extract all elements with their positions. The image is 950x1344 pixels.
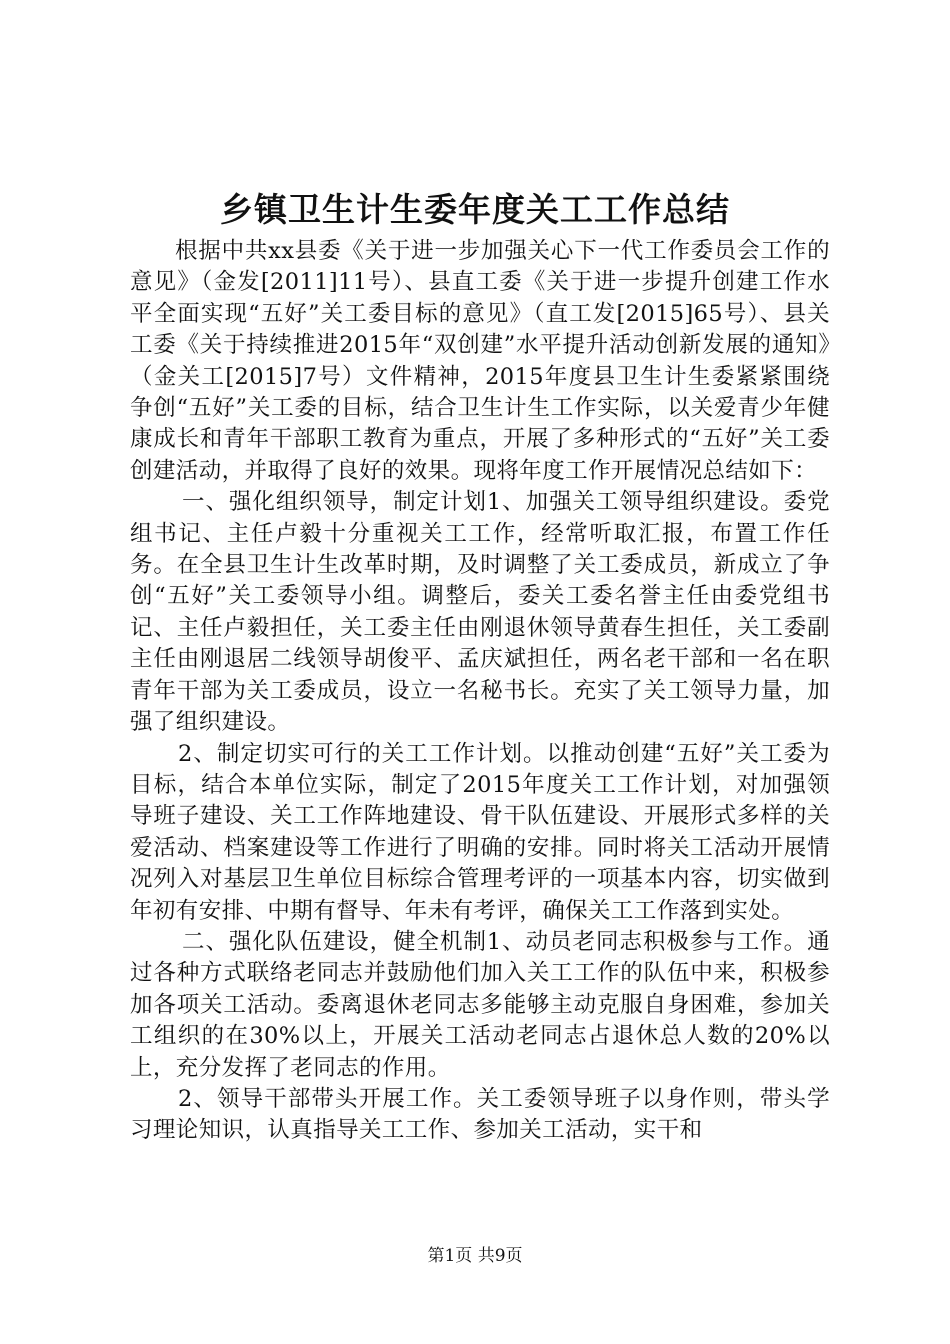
document-body <box>130 236 830 1147</box>
page-footer: 第1页 共9页 <box>427 1246 523 1266</box>
paragraph-intro: 根据中共xx县委《关于进一步加强关心下一代工作委员会工作的意见》（金发[2011]11号）、县直工委《关于进一步提升创建工作水平全面实现“五好”关工委目标的意见》（直工发[2015]65号）、县关工委《关于持续推进2015年“双创建”水平提升活动创新发展的通知》（金关工[2015]7号）文件精神，2015年度县卫生计生委紧紧围绕争创“五好”关工委的目标，结合卫生计生工作实际，以关爱青少年健康成长和青年干部职工教育为重点，开展了多种形式的“五好”关工委创建活动，并取得了良好的效果。现将年度工作开展情况总结如下： <box>130 238 830 484</box>
document-title: 乡镇卫生计生委年度关工工作总结 <box>220 190 730 229</box>
paragraph-section-two: 二、强化队伍建设，健全机制1、动员老同志积极参与工作。通过各种方式联络老同志并鼓励他们加入关工工作的队伍中来，积极参加各项关工活动。委离退休老同志多能够主动克服自身困难，参加关工组织的在30%以上，开展关工活动老同志占退休总人数的20%以上，充分发挥了老同志的作用。 <box>130 928 830 1081</box>
paragraph-leadership: 2、领导干部带头开展工作。关工委领导班子以身作则，带头学习理论知识，认真指导关工工作、参加关工活动，实干和 <box>130 1085 830 1144</box>
paragraph-section-one: 一、强化组织领导，制定计划1、加强关工领导组织建设。委党组书记、主任卢毅十分重视关工工作，经常听取汇报，布置工作任务。在全县卫生计生改革时期，及时调整了关工委成员，新成立了争创“五好”关工委领导小组。调整后，委关工委名誉主任由委党组书记、主任卢毅担任，关工委主任由刚退休领导黄春生担任，关工委副主任由刚退居二线领导胡俊平、孟庆斌担任，两名老干部和一名在职青年干部为关工委成员，设立一名秘书长。充实了关工领导力量，加强了组织建设。 <box>130 489 830 736</box>
paragraph-work-plan: 2、制定切实可行的关工工作计划。以推动创建“五好”关工委为目标，结合本单位实际，制定了2015年度关工工作计划，对加强领导班子建设、关工工作阵地建设、骨干队伍建设、开展形式多样的关爱活动、档案建设等工作进行了明确的安排。同时将关工活动开展情况列入对基层卫生单位目标综合管理考评的一项基本内容，切实做到年初有安排、中期有督导、年未有考评，确保关工工作落到实处。 <box>130 740 830 924</box>
